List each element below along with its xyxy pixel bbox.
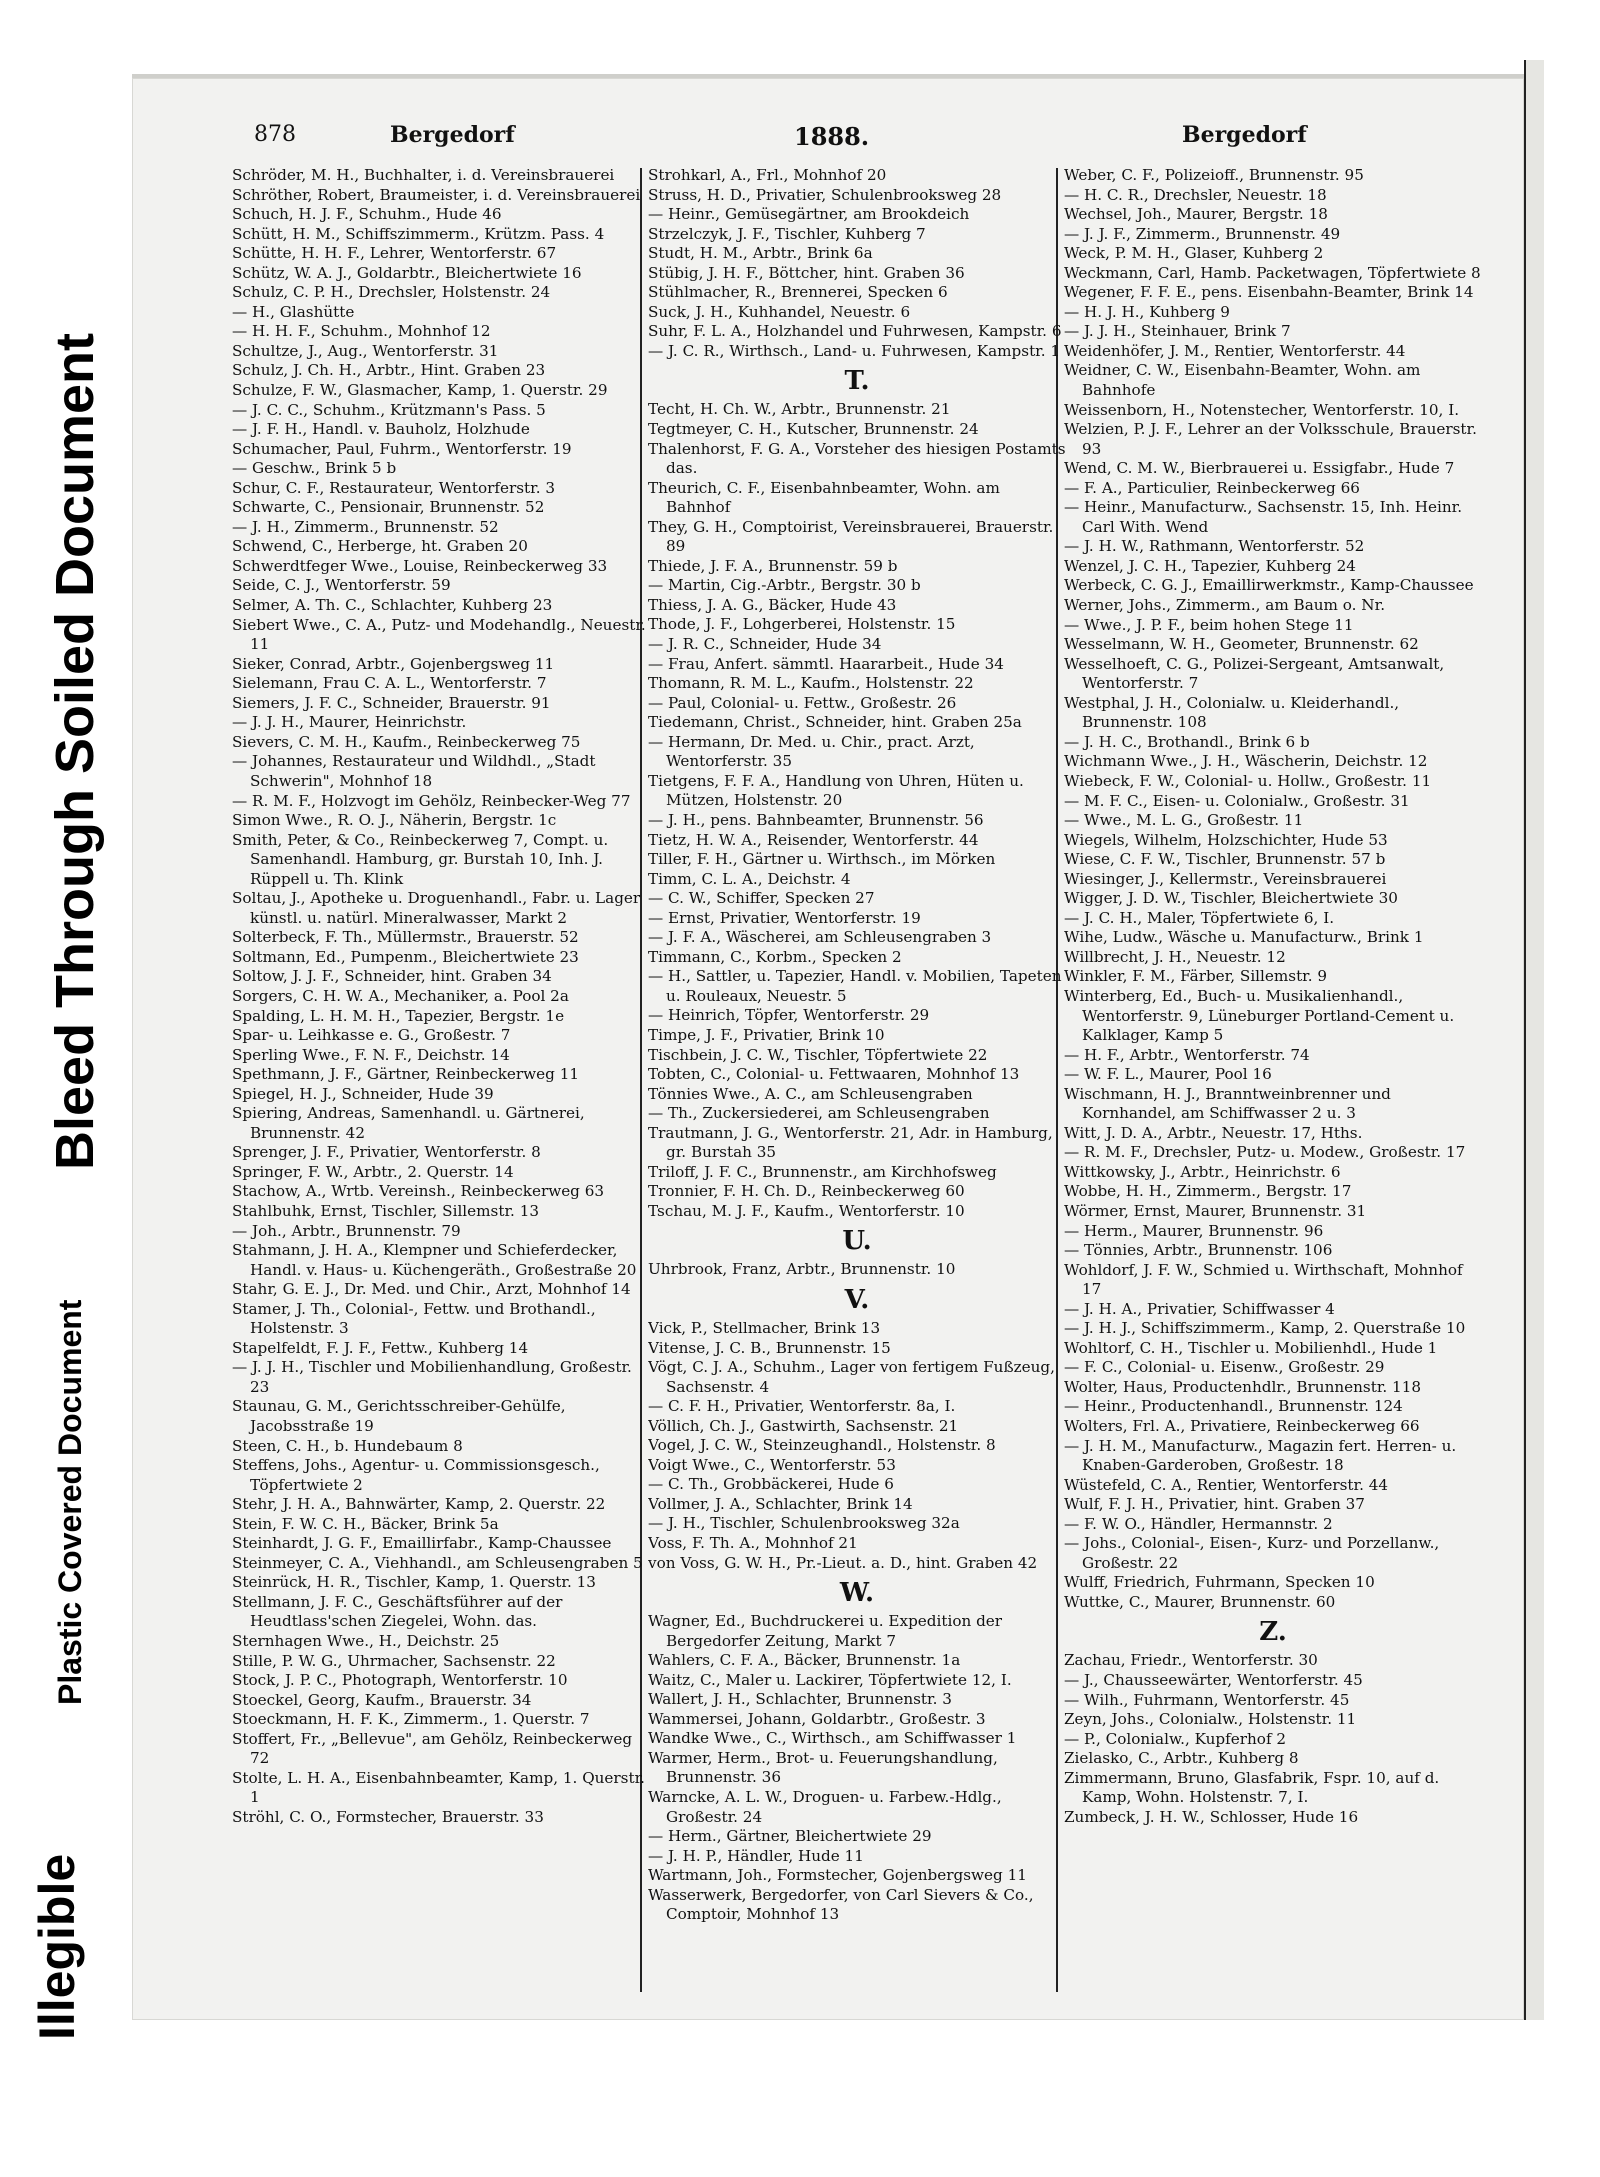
directory-entry: Triloff, J. F. C., Brunnenstr., am Kirchhofsweg (648, 1162, 997, 1181)
directory-entry: Wischmann, H. J., Branntweinbrenner und Kornhandel, am Schiffwasser 2 u. 3 (1064, 1084, 1391, 1123)
directory-entry: — F. C., Colonial- u. Eisenw., Großestr. 29 (1064, 1358, 1385, 1377)
column-1 (232, 166, 650, 2000)
stamp-plastic-covered: Plastic Covered Document (52, 1299, 88, 1705)
directory-entry: Stahr, G. E. J., Dr. Med. und Chir., Arzt, Mohnhof 14 (232, 1280, 631, 1299)
directory-entry: Sielemann, Frau C. A. L., Wentorferstr. 7 (232, 674, 547, 693)
directory-entry: Smith, Peter, & Co., Reinbeckerweg 7, Compt. u. Samenhandl. Hamburg, gr. Burstah 10, Inh. J. Rüppell u. Th. Klink (232, 830, 609, 888)
directory-entry: Schwerdtfeger Wwe., Louise, Reinbeckerweg 33 (232, 556, 608, 575)
directory-entry: Timm, C. L. A., Deichstr. 4 (648, 869, 851, 888)
section-letter: Z. (1259, 1617, 1287, 1648)
directory-entry: Stein, F. W. C. H., Bäcker, Brink 5a (232, 1514, 499, 1533)
directory-entry: Wiese, C. F. W., Tischler, Brunnenstr. 57 b (1064, 850, 1386, 869)
directory-entry: — J. H. W., Rathmann, Wentorferstr. 52 (1064, 537, 1365, 556)
directory-entry: Wolters, Frl. A., Privatiere, Reinbeckerweg 66 (1064, 1417, 1420, 1435)
directory-entry: — J. H. C., Brothandl., Brink 6 b (1064, 732, 1310, 751)
directory-entry: Schur, C. F., Restaurateur, Wentorferstr. 3 (232, 478, 556, 497)
directory-entry: Schulze, F. W., Glasmacher, Kamp, 1. Querstr. 29 (232, 381, 608, 400)
directory-entry: — J. J. H., Steinhauer, Brink 7 (1064, 322, 1291, 341)
directory-entry: Winkler, F. M., Färber, Sillemstr. 9 (1064, 967, 1328, 986)
directory-entry: Wobbe, H. H., Zimmerm., Bergstr. 17 (1064, 1182, 1352, 1201)
directory-entry: — J. H. J., Schiffszimmerm., Kamp, 2. Querstraße 10 (1064, 1319, 1466, 1338)
directory-page (132, 78, 1524, 2020)
directory-entry: Willbrecht, J. H., Neuestr. 12 (1064, 947, 1286, 966)
directory-entry: Wesselhoeft, C. G., Polizei-Sergeant, Amtsanwalt, Wentorferstr. 7 (1064, 654, 1445, 693)
directory-entry: Sprenger, J. F., Privatier, Wentorferstr. 8 (232, 1143, 541, 1162)
section-letter: V. (844, 1284, 870, 1315)
directory-entry: — Th., Zuckersiederei, am Schleusengraben (648, 1104, 990, 1123)
directory-entry: Wegener, F. F. E., pens. Eisenbahn-Beamter, Brink 14 (1064, 283, 1474, 302)
directory-entry: Tegtmeyer, C. H., Kutscher, Brunnenstr. 24 (648, 420, 979, 439)
directory-entry: — Heinr., Manufacturw., Sachsenstr. 15, Inh. Heinr. Carl With. Wend (1064, 498, 1463, 536)
directory-entry: Wiegels, Wilhelm, Holzschichter, Hude 53 (1064, 830, 1388, 849)
directory-entry: Spethmann, J. F., Gärtner, Reinbeckerweg 11 (232, 1065, 580, 1084)
directory-entry: Schröther, Robert, Braumeister, i. d. Vereinsbrauerei (232, 185, 641, 204)
directory-entry: Weissenborn, H., Notenstecher, Wentorferstr. 10, I. (1064, 400, 1460, 419)
directory-entry: Schütte, H. H. F., Lehrer, Wentorferstr. 67 (232, 244, 557, 263)
directory-entry: Sieker, Conrad, Arbtr., Gojenbergsweg 11 (232, 654, 555, 673)
directory-entry: Techt, H. Ch. W., Arbtr., Brunnenstr. 21 (648, 400, 951, 419)
directory-entry: Wasserwerk, Bergedorfer, von Carl Sievers & Co., Comptoir, Mohnhof 13 (648, 1885, 1034, 1924)
section-letter: T. (844, 366, 870, 397)
directory-entry: — W. F. L., Maurer, Pool 16 (1064, 1065, 1272, 1084)
directory-entry: Soltow, J. J. F., Schneider, hint. Graben 34 (232, 967, 552, 986)
column-2 (648, 166, 1066, 2000)
directory-entry: Wüstefeld, C. A., Rentier, Wentorferstr. 44 (1064, 1475, 1389, 1494)
directory-entry: Strohkarl, A., Frl., Mohnhof 20 (648, 166, 887, 184)
directory-entry: — H., Sattler, u. Tapezier, Handl. v. Mobilien, Tapeten u. Rouleaux, Neuestr. 5 (648, 967, 1062, 1005)
directory-entry: — J. H., Tischler, Schulenbrooksweg 32a (648, 1514, 960, 1533)
directory-entry: Wigger, J. D. W., Tischler, Bleichertwiete 30 (1064, 889, 1398, 908)
directory-entry: von Voss, G. W. H., Pr.-Lieut. a. D., hint. Graben 42 (648, 1553, 1038, 1572)
directory-entry: — C. F. H., Privatier, Wentorferstr. 8a, I. (648, 1397, 956, 1416)
directory-entry: Wartmann, Joh., Formstecher, Gojenbergsweg 11 (648, 1866, 1027, 1885)
directory-entry: Schultze, J., Aug., Wentorferstr. 31 (232, 341, 499, 360)
directory-entry: Warmer, Herm., Brot- u. Feuerungshandlung, Brunnenstr. 36 (648, 1748, 998, 1787)
directory-entry: Zachau, Friedr., Wentorferstr. 30 (1064, 1651, 1318, 1670)
directory-entry: Wagner, Ed., Buchdruckerei u. Expedition der Bergedorfer Zeitung, Markt 7 (648, 1612, 1003, 1650)
directory-entry: Thalenhorst, F. G. A., Vorsteher des hiesigen Postamts das. (648, 439, 1066, 478)
header-right-title: Bergedorf (1182, 122, 1307, 148)
directory-entry: — J. H., pens. Bahnbeamter, Brunnenstr. 56 (648, 810, 984, 829)
directory-entry: — J. J. H., Maurer, Heinrichstr. (232, 713, 467, 732)
directory-entry: Sperling Wwe., F. N. F., Deichstr. 14 (232, 1045, 510, 1064)
directory-entry: Witt, J. D. A., Arbtr., Neuestr. 17, Hths. (1064, 1123, 1363, 1142)
directory-entry: Wallert, J. H., Schlachter, Brunnenstr. 3 (648, 1690, 952, 1709)
directory-entry: Wiebeck, F. W., Colonial- u. Hollw., Großestr. 11 (1064, 771, 1432, 790)
directory-entry: Spiegel, H. J., Schneider, Hude 39 (232, 1084, 494, 1103)
directory-entry: Stübig, J. H. F., Böttcher, hint. Graben 36 (648, 263, 965, 282)
directory-entry: Schütt, H. M., Schiffszimmerm., Krützm. Pass. 4 (232, 224, 605, 243)
directory-entry: Vollmer, J. A., Schlachter, Brink 14 (648, 1494, 913, 1513)
directory-entry: Steen, C. H., b. Hundebaum 8 (232, 1436, 463, 1455)
directory-entry: Schwend, C., Herberge, ht. Graben 20 (232, 537, 528, 556)
directory-entry: Steinmeyer, C. A., Viehhandl., am Schleusengraben 5 (232, 1553, 643, 1572)
directory-entry: Stamer, J. Th., Colonial-, Fettw. und Brothandl., Holstenstr. 3 (232, 1299, 596, 1338)
directory-entry: Stahmann, J. H. A., Klempner und Schieferdecker, Handl. v. Haus- u. Küchengeräth., Großestraße 20 (232, 1241, 637, 1279)
stamp-bleed-through: Bleed Through Soiled Document (45, 332, 105, 1170)
directory-entry: Soltmann, Ed., Pumpenm., Bleichertwiete 23 (232, 947, 579, 966)
directory-entry: Wulf, F. J. H., Privatier, hint. Graben 37 (1064, 1495, 1365, 1514)
directory-entry: Schuch, H. J. F., Schuhm., Hude 46 (232, 205, 502, 224)
directory-entry: Tietz, H. W. A., Reisender, Wentorferstr. 44 (648, 830, 979, 849)
directory-entry: Theurich, C. F., Eisenbahnbeamter, Wohn. am Bahnhof (648, 478, 1000, 517)
directory-entry: Waitz, C., Maler u. Lackirer, Töpfertwiete 12, I. (648, 1670, 1012, 1689)
directory-entry: Stoeckmann, H. F. K., Zimmerm., 1. Querstr. 7 (232, 1710, 590, 1729)
directory-entry: — J. H., Zimmerm., Brunnenstr. 52 (232, 517, 499, 536)
directory-entry: Tobten, C., Colonial- u. Fettwaaren, Mohnhof 13 (648, 1065, 1020, 1084)
directory-entry: Welzien, P. J. F., Lehrer an der Volksschule, Brauerstr. 93 (1064, 420, 1477, 458)
directory-entry: Schröder, M. H., Buchhalter, i. d. Vereinsbrauerei (232, 166, 615, 184)
directory-entry: Vitense, J. C. B., Brunnenstr. 15 (648, 1338, 891, 1357)
directory-entry: Stoffert, Fr., „Bellevue", am Gehölz, Reinbeckerweg 72 (232, 1729, 633, 1768)
directory-entry: Wuttke, C., Maurer, Brunnenstr. 60 (1064, 1592, 1336, 1611)
directory-entry: Zumbeck, J. H. W., Schlosser, Hude 16 (1064, 1807, 1359, 1826)
directory-entry: — J. J. H., Tischler und Mobilienhandlung, Großestr. 23 (232, 1358, 632, 1396)
directory-entry: Wichmann Wwe., J. H., Wäscherin, Deichstr. 12 (1064, 752, 1428, 771)
directory-entry: — C. Th., Grobbäckerei, Hude 6 (648, 1475, 894, 1494)
directory-entry: — J. C. H., Maler, Töpfertwiete 6, I. (1064, 908, 1335, 927)
directory-entry: Simon Wwe., R. O. J., Näherin, Bergstr. 1c (232, 811, 557, 830)
directory-entry: Vögt, C. J. A., Schuhm., Lager von fertigem Fußzeug, Sachsenstr. 4 (648, 1358, 1055, 1396)
directory-entry: — Tönnies, Arbtr., Brunnenstr. 106 (1064, 1241, 1333, 1260)
directory-entry: Selmer, A. Th. C., Schlachter, Kuhberg 23 (232, 596, 553, 615)
directory-entry: Warncke, A. L. W., Droguen- u. Farbew.-Hdlg., Großestr. 24 (648, 1788, 1002, 1826)
directory-entry: — H. F., Arbtr., Wentorferstr. 74 (1064, 1045, 1310, 1064)
directory-entry: — Heinrich, Töpfer, Wentorferstr. 29 (648, 1006, 930, 1025)
directory-entry: Stille, P. W. G., Uhrmacher, Sachsenstr. 22 (232, 1651, 556, 1670)
directory-entry: Werner, Johs., Zimmerm., am Baum o. Nr. (1064, 596, 1386, 615)
directory-entry: — Herm., Maurer, Brunnenstr. 96 (1064, 1221, 1324, 1240)
directory-entry: — J. H. M., Manufacturw., Magazin fert. Herren- u. Knaben-Garderoben, Großestr. 18 (1064, 1436, 1457, 1475)
directory-entry: Werbeck, C. G. J., Emaillirwerkmstr., Kamp-Chaussee (1064, 576, 1474, 595)
directory-entry: — J. H. P., Händler, Hude 11 (648, 1846, 864, 1865)
directory-entry: Springer, F. W., Arbtr., 2. Querstr. 14 (232, 1162, 514, 1181)
directory-entry: Sternhagen Wwe., H., Deichstr. 25 (232, 1632, 500, 1651)
directory-entry: Suck, J. H., Kuhhandel, Neuestr. 6 (648, 302, 911, 321)
directory-entry: — Herm., Gärtner, Bleichertwiete 29 (648, 1827, 932, 1846)
directory-entry: — R. M. F., Holzvogt im Gehölz, Reinbecker-Weg 77 (232, 791, 631, 810)
directory-entry: — P., Colonialw., Kupferhof 2 (1064, 1729, 1287, 1748)
directory-entry: Westphal, J. H., Colonialw. u. Kleiderhandl., Brunnenstr. 108 (1064, 693, 1400, 732)
directory-entry: — Wilh., Fuhrmann, Wentorferstr. 45 (1064, 1690, 1350, 1709)
directory-entry: Staunau, G. M., Gerichtsschreiber-Gehülfe, Jacobsstraße 19 (232, 1397, 566, 1435)
directory-entry: Völlich, Ch. J., Gastwirth, Sachsenstr. 21 (648, 1416, 959, 1435)
directory-entry: Tschau, M. J. F., Kaufm., Wentorferstr. 10 (648, 1201, 965, 1220)
directory-entry: Stellmann, J. F. C., Geschäftsführer auf der Heudtlass'schen Ziegelei, Wohn. das. (232, 1592, 563, 1631)
header-left-title: Bergedorf (390, 122, 515, 148)
directory-entry: — H. H. F., Schuhm., Mohnhof 12 (232, 322, 491, 341)
directory-entry: Steinrück, H. R., Tischler, Kamp, 1. Querstr. 13 (232, 1573, 596, 1592)
directory-entry: — Geschw., Brink 5 b (232, 459, 397, 478)
directory-entry: — F. A., Particulier, Reinbeckerweg 66 (1064, 478, 1360, 497)
directory-entry: Stahlbuhk, Ernst, Tischler, Sillemstr. 13 (232, 1201, 540, 1220)
directory-entry: Schulz, C. P. H., Drechsler, Holstenstr. 24 (232, 283, 551, 302)
directory-entry: Trautmann, J. G., Wentorferstr. 21, Adr. in Hamburg, gr. Burstah 35 (648, 1123, 1053, 1162)
directory-entry: Weckmann, Carl, Hamb. Packetwagen, Töpfertwiete 8 (1064, 263, 1481, 282)
directory-entry: Steinhardt, J. G. F., Emaillirfabr., Kamp-Chaussee (232, 1534, 612, 1553)
directory-entry: Wittkowsky, J., Arbtr., Heinrichstr. 6 (1064, 1162, 1341, 1181)
directory-entry: Weber, C. F., Polizeioff., Brunnenstr. 95 (1064, 166, 1364, 184)
directory-entry: Zeyn, Johs., Colonialw., Holstenstr. 11 (1064, 1710, 1357, 1729)
directory-entry: — Heinr., Productenhandl., Brunnenstr. 124 (1064, 1397, 1403, 1416)
directory-entry: — Frau, Anfert. sämmtl. Haararbeit., Hude 34 (648, 654, 1004, 673)
directory-entry: — J. F. A., Wäscherei, am Schleusengraben 3 (648, 928, 992, 947)
directory-entry: Stolte, L. H. A., Eisenbahnbeamter, Kamp, 1. Querstr. 1 (232, 1768, 645, 1807)
directory-entry: — M. F. C., Eisen- u. Colonialw., Großestr. 31 (1064, 791, 1410, 810)
directory-entry: Wörmer, Ernst, Maurer, Brunnenstr. 31 (1064, 1201, 1367, 1220)
directory-entry: Wandke Wwe., C., Wirthsch., am Schiffwasser 1 (648, 1729, 1017, 1748)
side-stamp (0, 0, 120, 2177)
directory-entry: Wolter, Haus, Productenhdlr., Brunnenstr. 118 (1064, 1377, 1422, 1396)
directory-entry: Tietgens, F. F. A., Handlung von Uhren, Hüten u. Mützen, Holstenstr. 20 (648, 771, 1024, 810)
directory-entry: Schumacher, Paul, Fuhrm., Wentorferstr. 19 (232, 439, 572, 458)
directory-entry: Tönnies Wwe., A. C., am Schleusengraben (648, 1084, 973, 1103)
directory-entry: Weck, P. M. H., Glaser, Kuhberg 2 (1064, 244, 1324, 263)
directory-entry: — J. F. H., Handl. v. Bauholz, Holzhude (232, 420, 530, 439)
directory-entry: — J., Chausseewärter, Wentorferstr. 45 (1064, 1671, 1363, 1690)
column-3 (1064, 166, 1482, 2000)
directory-entry: Voss, F. Th. A., Mohnhof 21 (648, 1534, 858, 1552)
directory-entry: Thomann, R. M. L., Kaufm., Holstenstr. 22 (648, 674, 974, 693)
section-letter: W. (839, 1578, 875, 1609)
directory-entry: Solterbeck, F. Th., Müllermstr., Brauerstr. 52 (232, 928, 579, 947)
directory-entry: Timpe, J. F., Privatier, Brink 10 (648, 1025, 885, 1044)
directory-entry: Weidenhöfer, J. M., Rentier, Wentorferstr. 44 (1064, 341, 1406, 360)
directory-entry: — Heinr., Gemüsegärtner, am Brookdeich (648, 205, 970, 224)
directory-entry: Suhr, F. L. A., Holzhandel und Fuhrwesen, Kampstr. 6 (648, 322, 1062, 341)
page-header (132, 122, 1524, 162)
directory-entry: Weidner, C. W., Eisenbahn-Beamter, Wohn. am Bahnhofe (1064, 361, 1421, 400)
directory-entry: — J. J. F., Zimmerm., Brunnenstr. 49 (1064, 224, 1341, 243)
directory-entry: Wend, C. M. W., Bierbrauerei u. Essigfabr., Hude 7 (1064, 459, 1455, 478)
directory-entry: Spalding, L. H. M. H., Tapezier, Bergstr. 1e (232, 1006, 565, 1025)
directory-entry: Schwarte, C., Pensionair, Brunnenstr. 52 (232, 498, 545, 517)
directory-entry: Zielasko, C., Arbtr., Kuhberg 8 (1064, 1749, 1299, 1768)
directory-entry: Wenzel, J. C. H., Tapezier, Kuhberg 24 (1064, 556, 1356, 575)
header-year: 1888. (794, 122, 870, 151)
directory-entry: Schütz, W. A. J., Goldarbtr., Bleichertwiete 16 (232, 263, 582, 282)
directory-entry: Struss, H. D., Privatier, Schulenbrooksweg 28 (648, 185, 1002, 204)
directory-entry: Thode, J. F., Lohgerberei, Holstenstr. 15 (648, 615, 956, 634)
directory-entry: Wihe, Ludw., Wäsche u. Manufacturw., Brink 1 (1064, 928, 1424, 947)
directory-entry: Wesselmann, W. H., Geometer, Brunnenstr. 62 (1064, 635, 1419, 654)
directory-entry: Sievers, C. M. H., Kaufm., Reinbeckerweg 75 (232, 732, 581, 751)
directory-entry: Winterberg, Ed., Buch- u. Musikalienhandl., Wentorferstr. 9, Lüneburger Portland-Cement u. Kalklager, Kamp 5 (1064, 986, 1455, 1045)
directory-entry: Soltau, J., Apotheke u. Droguenhandl., Fabr. u. Lager künstl. u. natürl. Mineralwasser, Markt 2 (232, 889, 641, 927)
directory-entry: — F. W. O., Händler, Hermannstr. 2 (1064, 1514, 1333, 1533)
directory-entry: Vogel, J. C. W., Steinzeughandl., Holstenstr. 8 (648, 1436, 996, 1455)
directory-entry: Vick, P., Stellmacher, Brink 13 (648, 1318, 881, 1337)
directory-entry: Studt, H. M., Arbtr., Brink 6a (648, 244, 873, 263)
directory-entry: Wahlers, C. F. A., Bäcker, Brunnenstr. 1a (648, 1651, 961, 1670)
directory-entry: — Paul, Colonial- u. Fettw., Großestr. 26 (648, 693, 957, 712)
directory-entry: Uhrbrook, Franz, Arbtr., Brunnenstr. 10 (648, 1260, 956, 1279)
directory-entry: Wiesinger, J., Kellermstr., Vereinsbrauerei (1064, 869, 1387, 888)
directory-entry: Wechsel, Joh., Maurer, Bergstr. 18 (1064, 205, 1328, 224)
directory-entry: Schulz, J. Ch. H., Arbtr., Hint. Graben 23 (232, 361, 546, 380)
directory-entry: Voigt Wwe., C., Wentorferstr. 53 (648, 1455, 896, 1474)
directory-entry: — J. C. C., Schuhm., Krützmann's Pass. 5 (232, 400, 546, 419)
directory-entry: — Joh., Arbtr., Brunnenstr. 79 (232, 1221, 461, 1240)
directory-entry: Ströhl, C. O., Formstecher, Brauerstr. 33 (232, 1807, 544, 1826)
directory-entry: — Wwe., J. P. F., beim hohen Stege 11 (1064, 615, 1354, 634)
directory-entry: — Johannes, Restaurateur und Wildhdl., „Stadt Schwerin", Mohnhof 18 (232, 752, 596, 790)
directory-entry: Seide, C. J., Wentorferstr. 59 (232, 576, 451, 595)
directory-entry: Stehr, J. H. A., Bahnwärter, Kamp, 2. Querstr. 22 (232, 1495, 606, 1514)
directory-entry: Zimmermann, Bruno, Glasfabrik, Fspr. 10, auf d. Kamp, Wohn. Holstenstr. 7, I. (1064, 1768, 1440, 1807)
directory-entry: Timmann, C., Korbm., Specken 2 (648, 947, 902, 966)
directory-entry: Tiller, F. H., Gärtner u. Wirthsch., im Mörken (648, 850, 996, 869)
directory-entry: Steffens, Johs., Agentur- u. Commissionsgesch., Töpfertwiete 2 (232, 1456, 600, 1494)
page-number: 878 (254, 122, 296, 147)
directory-entry: Wohltorf, C. H., Tischler u. Mobilienhdl., Hude 1 (1064, 1338, 1438, 1357)
directory-entry: Stock, J. P. C., Photograph, Wentorferstr. 10 (232, 1671, 568, 1690)
directory-entry: Wulff, Friedrich, Fuhrmann, Specken 10 (1064, 1573, 1375, 1592)
directory-entry: — H., Glashütte (232, 302, 355, 321)
directory-entry: Thiede, J. F. A., Brunnenstr. 59 b (648, 556, 898, 575)
directory-entry: — J. H. A., Privatier, Schiffwasser 4 (1064, 1299, 1335, 1318)
directory-entry: — C. W., Schiffer, Specken 27 (648, 889, 875, 908)
directory-entry: Stoeckel, Georg, Kaufm., Brauerstr. 34 (232, 1690, 532, 1709)
directory-entry: — H. J. H., Kuhberg 9 (1064, 302, 1230, 321)
directory-entry: — Wwe., M. L. G., Großestr. 11 (1064, 811, 1304, 830)
page-edge-right (1524, 60, 1544, 2020)
directory-entry: Thiess, J. A. G., Bäcker, Hude 43 (648, 595, 897, 614)
directory-entry: Stachow, A., Wrtb. Vereinsh., Reinbeckerweg 63 (232, 1182, 605, 1201)
directory-entry: Tischbein, J. C. W., Tischler, Töpfertwiete 22 (648, 1045, 988, 1064)
directory-entry: — Martin, Cig.-Arbtr., Bergstr. 30 b (648, 576, 921, 595)
directory-entry: — Johs., Colonial-, Eisen-, Kurz- und Porzellanw., Großestr. 22 (1064, 1534, 1440, 1572)
stamp-illegible: Illegible (29, 1853, 85, 2040)
directory-entry: Tronnier, F. H. Ch. D., Reinbeckerweg 60 (648, 1182, 965, 1201)
directory-entry: Tiedemann, Christ., Schneider, hint. Graben 25a (648, 713, 1022, 732)
directory-entry: — J. C. R., Wirthsch., Land- u. Fuhrwesen, Kampstr. 1 (648, 341, 1061, 360)
directory-entry: Siebert Wwe., C. A., Putz- und Modehandlg., Neuestr. 11 (232, 615, 646, 654)
directory-entry: — R. M. F., Drechsler, Putz- u. Modew., Großestr. 17 (1064, 1143, 1466, 1162)
directory-entry: Spiering, Andreas, Samenhandl. u. Gärtnerei, Brunnenstr. 42 (232, 1104, 585, 1142)
directory-entry: — J. R. C., Schneider, Hude 34 (648, 635, 882, 654)
directory-entry: — H. C. R., Drechsler, Neuestr. 18 (1064, 185, 1327, 204)
directory-entry: Wammersei, Johann, Goldarbtr., Großestr. 3 (648, 1709, 986, 1728)
directory-entry: Siemers, J. F. C., Schneider, Brauerstr. 91 (232, 693, 551, 712)
directory-entry: Stühlmacher, R., Brennerei, Specken 6 (648, 283, 948, 302)
directory-entry: — Hermann, Dr. Med. u. Chir., pract. Arzt, Wentorferstr. 35 (648, 732, 975, 771)
directory-entry: Wohldorf, J. F. W., Schmied u. Wirthschaft, Mohnhof 17 (1064, 1260, 1463, 1299)
directory-entry: Strzelczyk, J. F., Tischler, Kuhberg 7 (648, 224, 926, 243)
directory-entry: — Ernst, Privatier, Wentorferstr. 19 (648, 908, 921, 927)
directory-entry: Stapelfeldt, F. J. F., Fettw., Kuhberg 14 (232, 1338, 529, 1357)
section-letter: U. (842, 1226, 872, 1257)
directory-entry: Spar- u. Leihkasse e. G., Großestr. 7 (232, 1026, 511, 1045)
directory-entry: Sorgers, C. H. W. A., Mechaniker, a. Pool 2a (232, 986, 569, 1005)
directory-entry: They, G. H., Comptoirist, Vereinsbrauerei, Brauerstr. 89 (648, 517, 1054, 556)
